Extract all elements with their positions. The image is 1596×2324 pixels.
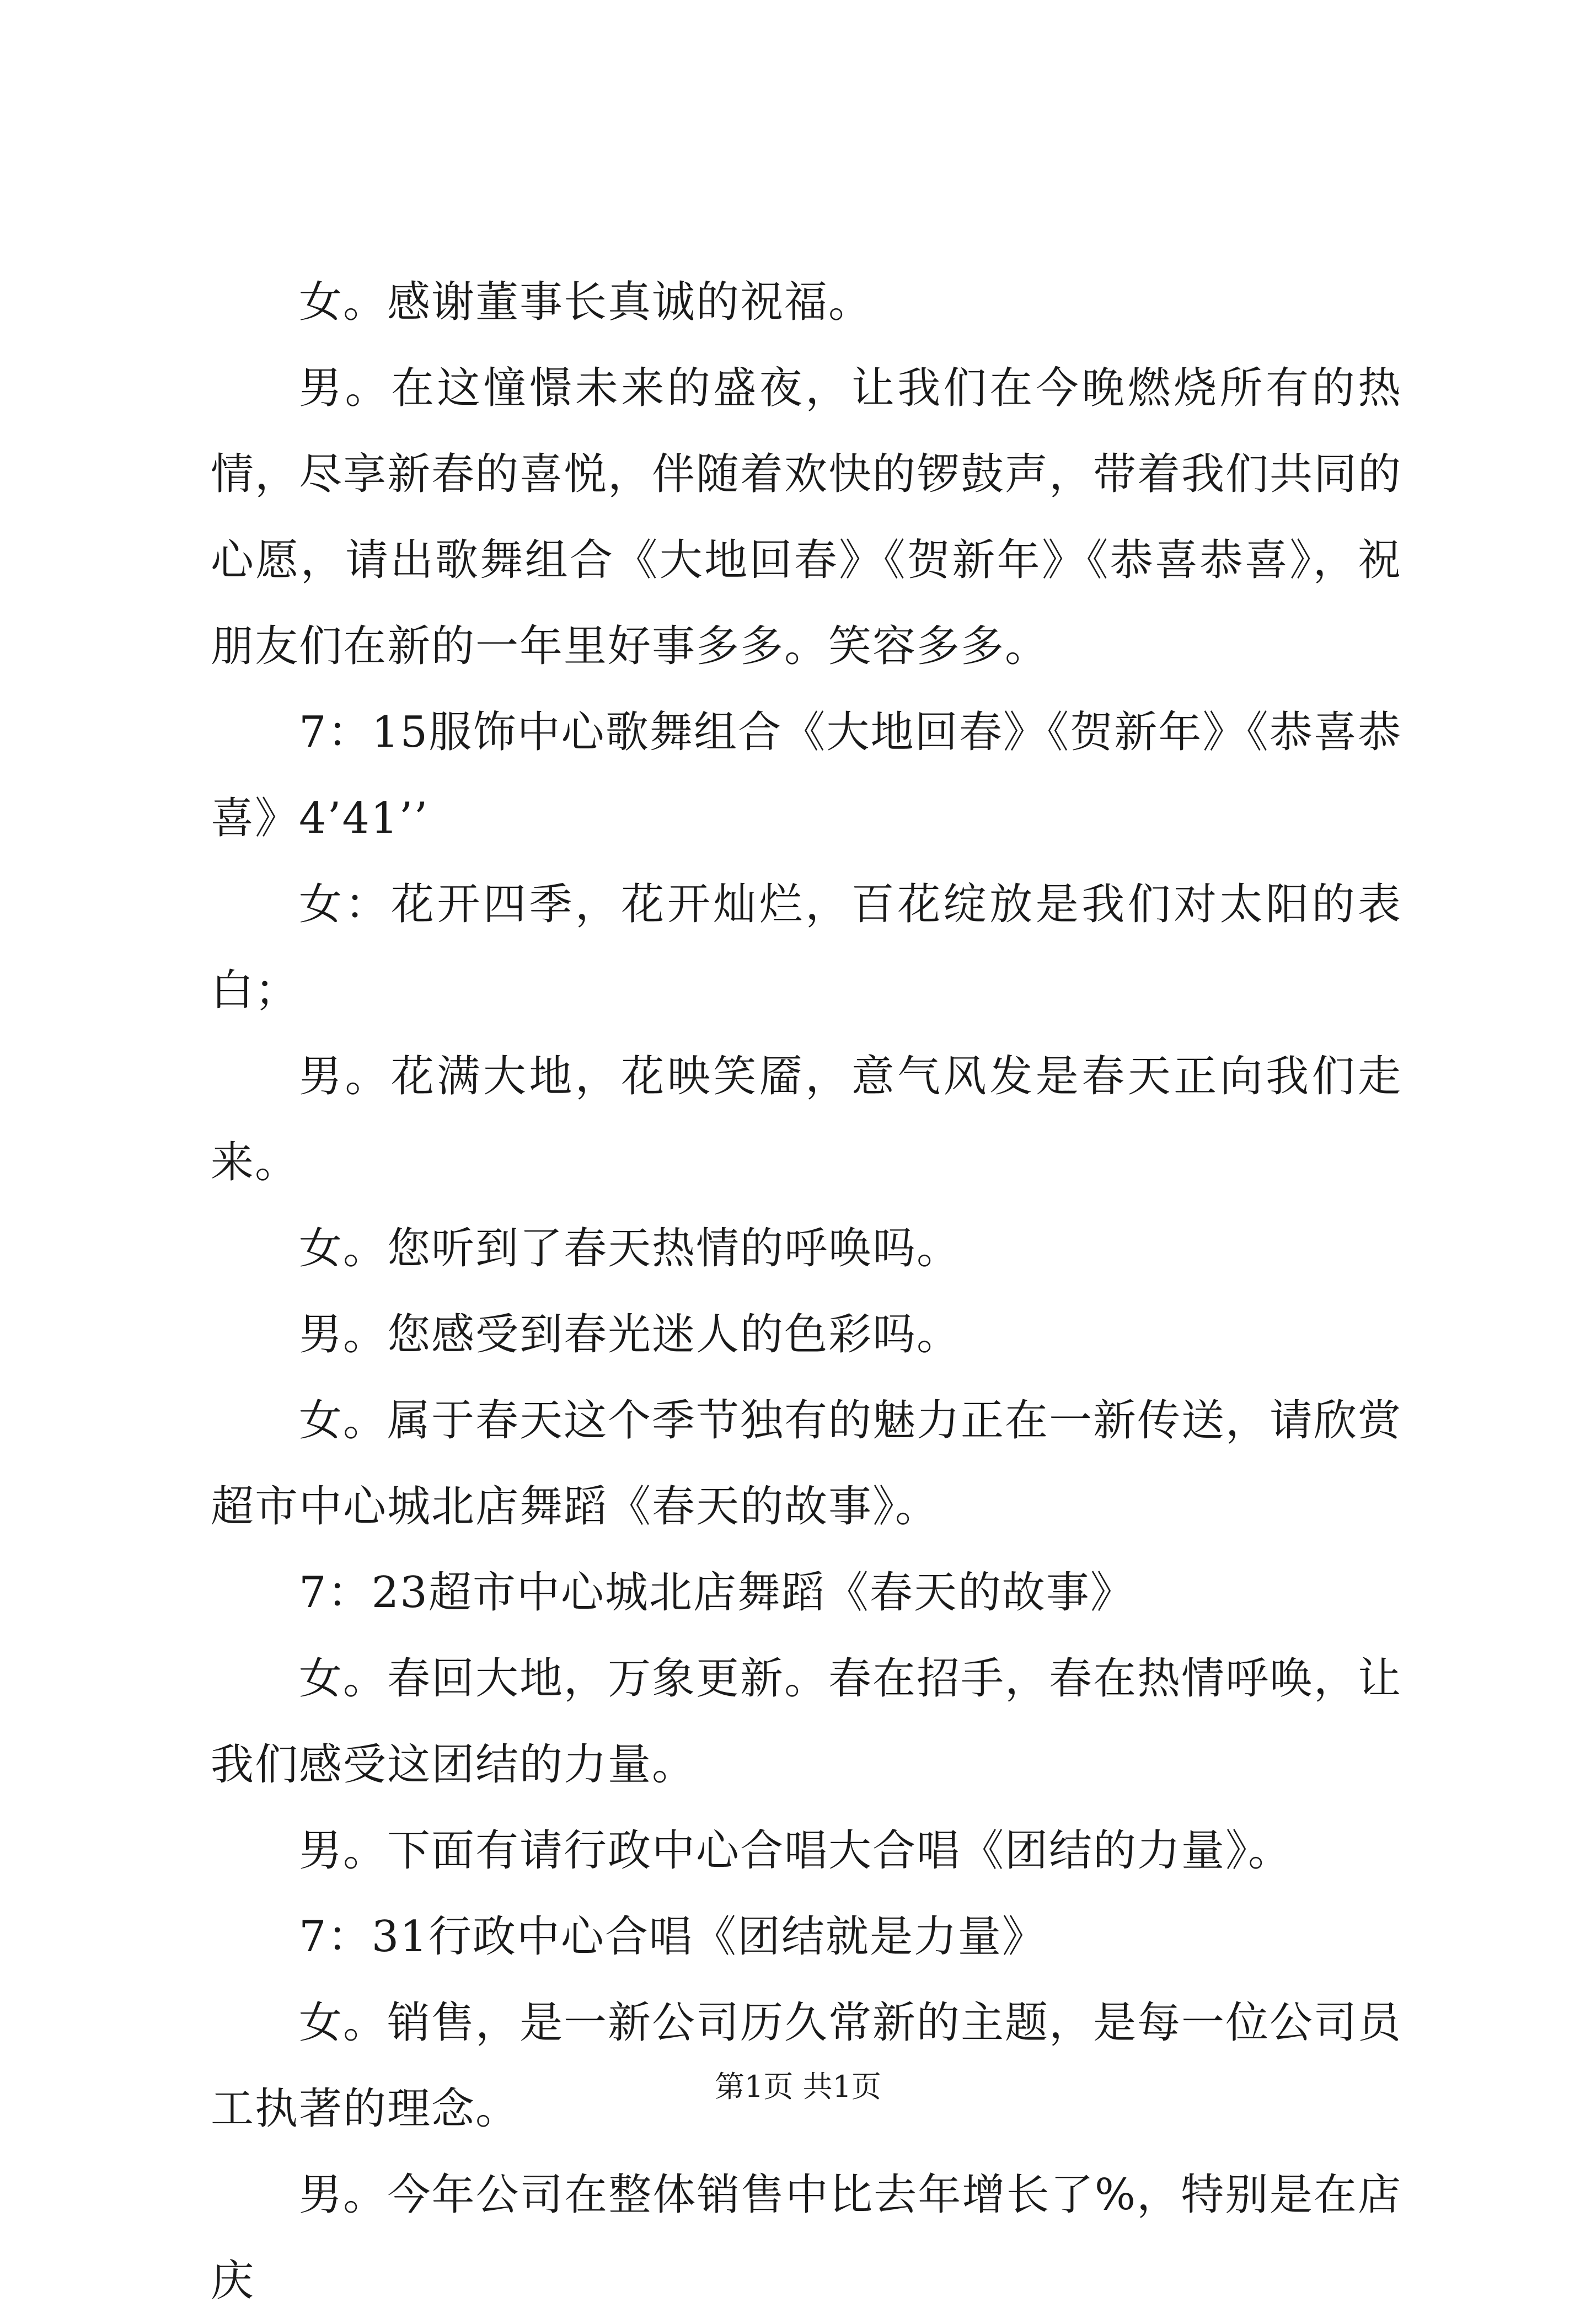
page-number-label: 第1页 共1页: [715, 2069, 881, 2104]
paragraph-12: 7：31行政中心合唱《团结就是力量》: [299, 1912, 1046, 1962]
paragraph-6: 女。您听到了春天热情的呼唤吗。: [299, 1224, 961, 1273]
paragraph-8: 女。属于春天这个季节独有的魅力正在一新传送，请欣赏超市中心城北店舞蹈《春天的故事》。: [211, 1396, 1402, 1532]
paragraph-3: 7：15服饰中心歌舞组合《大地回春》《贺新年》《恭喜恭喜》4’41’’: [211, 708, 1402, 843]
paragraph-5: 男。花满大地，花映笑靥，意气风发是春天正向我们走来。: [211, 1052, 1402, 1187]
paragraph-10: 女。春回大地，万象更新。春在招手，春在热情呼唤，让我们感受这团结的力量。: [211, 1654, 1402, 1790]
paragraph-2: 男。在这憧憬未来的盛夜，让我们在今晚燃烧所有的热情，尽享新春的喜悦，伴随着欢快的锣鼓声，带着我们共同的心愿，请出歌舞组合《大地回春》《贺新年》《恭喜恭喜》，祝朋友们在新的一年里好事多多。笑容多多。: [211, 363, 1402, 671]
paragraph-4: 女：花开四季，花开灿烂，百花绽放是我们对太阳的表白；: [211, 880, 1402, 1015]
paragraph-13: 女。销售，是一新公司历久常新的主题，是每一位公司员工执著的理念。: [211, 1998, 1402, 2134]
paragraph-1: 女。感谢董事长真诚的祝福。: [299, 277, 873, 327]
paragraph-9: 7：23超市中心城北店舞蹈《春天的故事》: [299, 1568, 1134, 1618]
paragraph-7: 男。您感受到春光迷人的色彩吗。: [299, 1310, 961, 1359]
page-footer: [0, 2067, 1596, 2107]
paragraph-11: 男。下面有请行政中心合唱大合唱《团结的力量》。: [299, 1826, 1293, 1876]
paragraph-14: 男。今年公司在整体销售中比去年增长了%，特别是在店庆: [211, 2170, 1402, 2306]
document-body: [211, 259, 1402, 2324]
